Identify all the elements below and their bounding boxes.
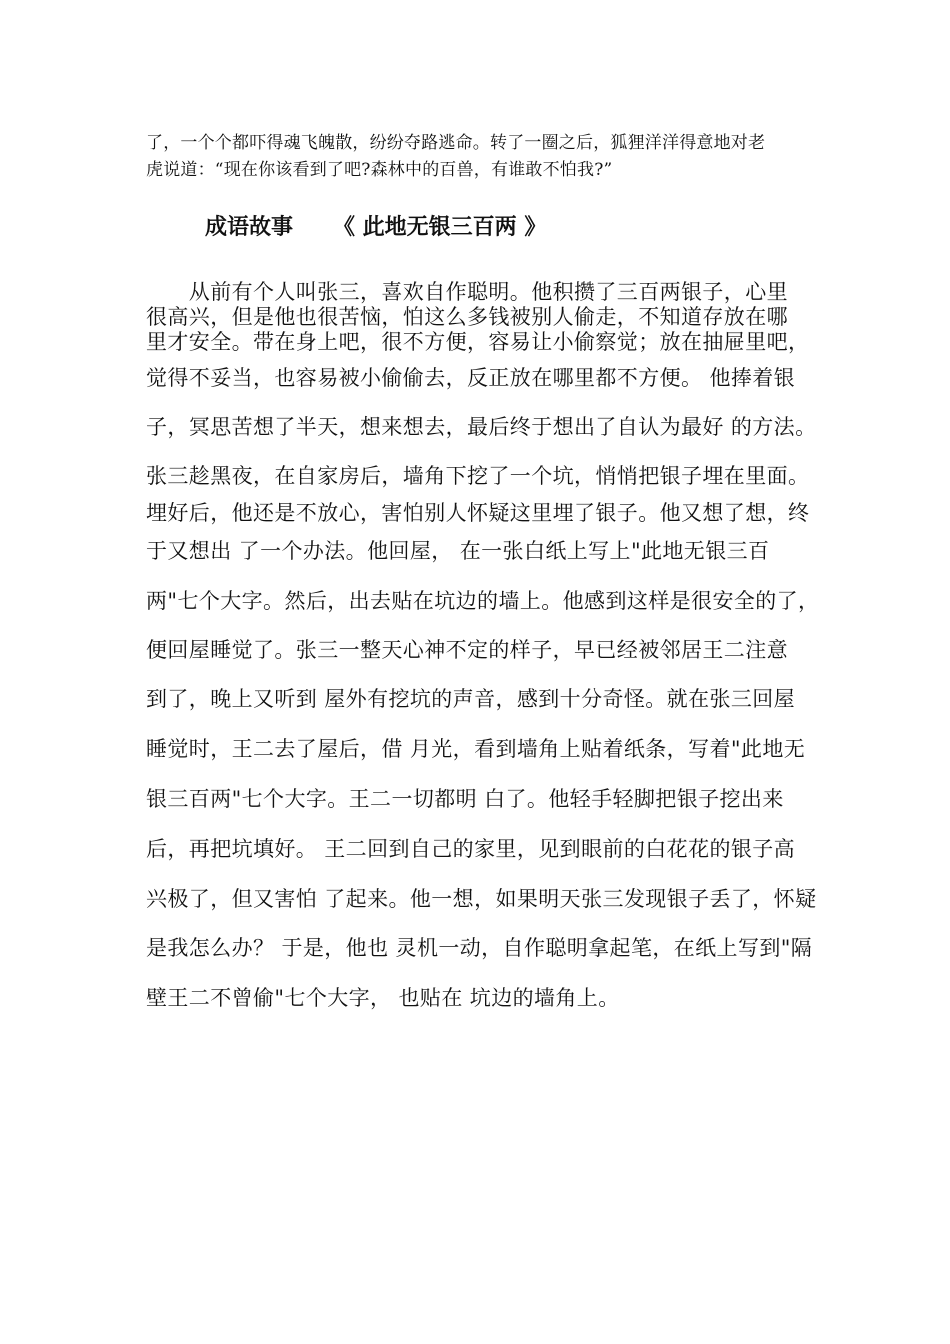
heading-label: 成语故事 xyxy=(205,215,294,240)
story-line: 后，再把坑填好。 王二回到自己的家里，见到眼前的白花花的银子高 xyxy=(146,837,796,861)
story-line: 便回屋睡觉了。张三一整天心神不定的样子，早已经被邻居王二注意 xyxy=(146,638,788,662)
story-line: 觉得不妥当，也容易被小偷偷去，反正放在哪里都不方便。 他捧着银 xyxy=(146,366,796,390)
story-line: 是我怎么办？ 于是，他也 灵机一动，自作聪明拿起笔，在纸上写到"隔 xyxy=(146,936,813,960)
story-line: 从前有个人叫张三，喜欢自作聪明。他积攒了三百两银子，心里 xyxy=(146,280,788,304)
story-line: 于又想出 了一个办法。他回屋， 在一张白纸上写上"此地无银三百 xyxy=(146,539,770,563)
story-line: 子，冥思苦想了半天，想来想去，最后终于想出了自认为最好 的方法。 xyxy=(146,415,817,439)
intro-line-2: 虎说道：“现在你该看到了吧?森林中的百兽，有谁敢不怕我?” xyxy=(146,160,613,180)
story-line: 两"七个大字。然后，出去贴在坑边的墙上。他感到这样是很安全的了， xyxy=(146,589,820,613)
story-line: 睡觉时，王二去了屋后，借 月光，看到墙角上贴着纸条，写着"此地无 xyxy=(146,737,806,761)
story-line: 很高兴，但是他也很苦恼，怕这么多钱被别人偷走，不知道存放在哪 xyxy=(146,305,788,329)
story-line: 壁王二不曾偷"七个大字， 也贴在 坑边的墙角上。 xyxy=(146,986,620,1010)
story-line: 兴极了，但又害怕 了起来。他一想，如果明天张三发现银子丢了，怀疑 xyxy=(146,887,817,911)
story-line: 里才安全。带在身上吧，很不方便，容易让小偷察觉；放在抽屉里吧， xyxy=(146,330,810,354)
story-line: 埋好后，他还是不放心，害怕别人怀疑这里埋了银子。他又想了想，终 xyxy=(146,501,810,525)
story-line: 到了，晚上又听到 屋外有挖坑的声音，感到十分奇怪。就在张三回屋 xyxy=(146,687,796,711)
story-line: 张三趁黑夜，在自家房后，墙角下挖了一个坑，悄悄把银子埋在里面。 xyxy=(146,464,810,488)
story-heading xyxy=(205,210,546,241)
heading-idiom-title: 《 此地无银三百两 》 xyxy=(333,215,547,240)
intro-line-1: 了，一个个都吓得魂飞魄散，纷纷夺路逃命。转了一圈之后，狐狸洋洋得意地对老 xyxy=(146,133,766,153)
story-line: 银三百两"七个大字。王二一切都明 白了。他轻手轻脚把银子挖出来 xyxy=(146,787,784,811)
